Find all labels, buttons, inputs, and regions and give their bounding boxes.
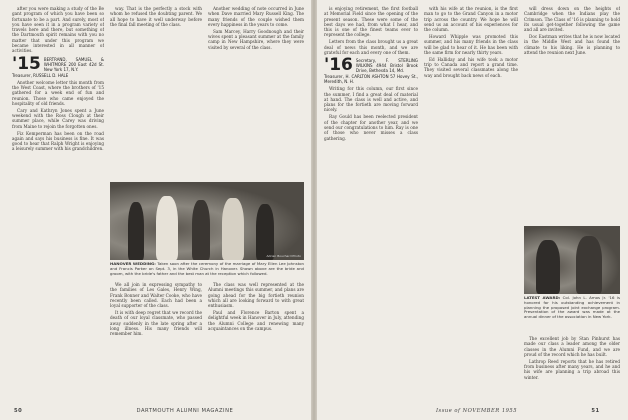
paragraph: Ed Halliday and his wife took a motor trip to Canada and report a grand time. They visited several classmates along the way and brought back news of each. xyxy=(424,56,518,78)
award-photo-caption xyxy=(524,296,620,320)
right-column-3-top xyxy=(524,6,620,226)
paragraph: The class was well represented at the Alumni meetings this summer, and plans are going ahead for the big fortieth reunion which all are looking forward to with great enthusiasm. xyxy=(208,282,304,309)
paragraph: Fiz Kemperman has been on the road again and says his business is fine. It was good to hear that Ralph Wright is enjoying a leisurely summer with his grandchildren. xyxy=(12,130,104,152)
left-footer xyxy=(14,408,233,414)
paragraph: Ray Gould has been reelected president of the chapter for another year, and we send our congratulations to him. Ray is one of those who never misses a class gathering. xyxy=(324,114,418,141)
paragraph: The excellent job by Stan Pinhurst has made our class a leader among the older classes in the Alumni Fund, and we are proud of the record which he has built. xyxy=(524,336,620,357)
paragraph: will dress down on the heights of Cambridge when the Indians play the Crimson. The Class of '16 is planning to hold its usual get-together following the game and all are invited. xyxy=(524,6,620,33)
right-column-1 xyxy=(324,6,418,396)
page-number: 50 xyxy=(14,408,23,414)
right-footer xyxy=(436,408,600,414)
caption-text: Taken soon after the ceremony of the marriage of Mary Ellen Lee Johnston and Francis Parker on Sept. 3, in the White Church in Hanover. Shown above are the bride and groom, with the bride's father and the best man at the reception which followed. xyxy=(110,261,304,276)
class-treasurer: Treasurer, H. CARLTON ASHTON 57 Hovey St., Meredith, N. H. xyxy=(324,74,418,85)
paragraph: Lathrop Reed reports that he has retired from business after many years, and he and his wife are planning a trip abroad this winter. xyxy=(524,358,620,380)
class-number: '15 xyxy=(12,53,41,74)
right-page xyxy=(316,0,628,420)
right-column-2 xyxy=(424,6,518,398)
left-column-2-bottom xyxy=(110,282,202,398)
right-col1-top-text xyxy=(324,6,418,55)
paragraph: is enjoying retirement, the first football at Memorial Field since the opening of the present season. These were some of the best days we had, from what I hear, and this is one of the finest teams ever to represent the college. xyxy=(324,6,418,38)
class-secretary: BERTRAND, SAMUEL & WHITMORE 200 East 42d St. New York 17, N.Y. xyxy=(43,56,104,72)
left-col1-top-text xyxy=(12,6,104,54)
class-secretary: Secretary, F. STERLING WILKINS 4944 Bristol Brook Drive, Bethesda 14, Md. xyxy=(355,58,418,74)
wedding-photo-caption xyxy=(110,262,304,276)
right-column-3-bottom xyxy=(524,336,620,398)
paragraph: It is with deep regret that we record the death of our loyal classmate, who passed away suddenly in the late spring after a long illness. His many friends will remember him. xyxy=(110,310,202,337)
left-column-3-top xyxy=(208,6,304,181)
class-15-heading xyxy=(12,53,104,78)
class-16-heading xyxy=(324,57,418,84)
award-photo xyxy=(524,226,620,294)
paragraph: Letters from the class brought us a great deal of news this month, and we are grateful for each and every one of them. xyxy=(324,39,418,55)
left-column-3-bottom xyxy=(208,282,304,398)
right-col1-bottom-text xyxy=(324,86,418,141)
paragraph: Another wedding of note occurred in June when Dave married Mary Russell King. The many friends of the couple wished them every happiness in the years to come. xyxy=(208,6,304,27)
magazine-name: DARTMOUTH ALUMNI MAGAZINE xyxy=(136,408,234,414)
left-col1-bottom-text xyxy=(12,80,104,152)
caption-title: LATEST AWARD: xyxy=(524,295,561,300)
paragraph: Cary and Kathryn Jones spent a June weekend with the Ross Clough at their summer place, while Carey was driving from Maine to rejoin the forgotten ones. xyxy=(12,107,104,129)
wedding-photo xyxy=(110,182,304,260)
photo-credit: Adrian Bouchard Photo xyxy=(266,254,301,258)
paragraph: Writing for this column, our first since the summer, I find a great deal of material at hand. The class is well and active, and plans for the fortieth are moving forward nicely. xyxy=(324,86,418,113)
paragraph: Howard Whipple was promoted this summer, and his many friends in the class will be glad to hear of it. He has been with the same firm for nearly thirty years. xyxy=(424,34,518,55)
caption-title: HANOVER WEDDING: xyxy=(110,261,156,266)
page-number: 51 xyxy=(591,408,600,414)
paragraph: Another welcome letter this month from the West Coast, where the brothers of '15 gathered for a week end of fun and reunion. Those who came enjoyed the hospitality of old friends. xyxy=(12,79,104,106)
paragraph: way. That is the perfectly a stock with whom he refused the doubting parent. We all hope to have it well underway before the final fall meeting of the class. xyxy=(110,6,202,27)
paragraph: after you were making a study of the Be gant program of which you have been so fortunate to be a part. And surely, most of you have seen it in a program variety of travels here and there, but something of the Dartmouth spirit remains with you no matter that under this program we became interested in all manner of activities. xyxy=(12,6,104,54)
caption-text: Col. John L. Amos Jr. '16 is honored for his outstanding achievement in planning the proposed joint exchange program. Presentation of the award was made at the annual dinner of the association in New York. xyxy=(524,295,620,320)
class-number: '16 xyxy=(324,55,353,76)
left-column-2-top xyxy=(110,6,202,181)
paragraph: Sam Marcey, Harry Goodnough and their wives spent a pleasant summer at the family camp in New Hampshire, where they were visited by several of the class. xyxy=(208,28,304,50)
issue-date: Issue of NOVEMBER 1955 xyxy=(436,408,518,414)
paragraph: with his wife at the reunion, is the first man to go to the Grand Canyon in a motor trip across the country. We hope he will send us an account of his experiences for the column. xyxy=(424,6,518,33)
paragraph: We all join in expressing sympathy to the families of Les Gales, Henry Wing, Frank Bonner and Walter Cooke, who have recently been called. Each had been a loyal supporter of the class. xyxy=(110,282,202,309)
left-column-1 xyxy=(12,6,104,396)
paragraph: Paul and Florence Barton spent a delightful week in Hanover in July, attending the Alumni College and renewing many acquaintances on the campus. xyxy=(208,310,304,331)
class-treasurer: Treasurer, RUSSELL D. HALE xyxy=(12,72,69,78)
left-page xyxy=(0,0,312,420)
paragraph: Doc Eastman writes that he is now located in the Middle West and has found the climate to his liking. He is planning to attend the reunion next June. xyxy=(524,34,620,55)
